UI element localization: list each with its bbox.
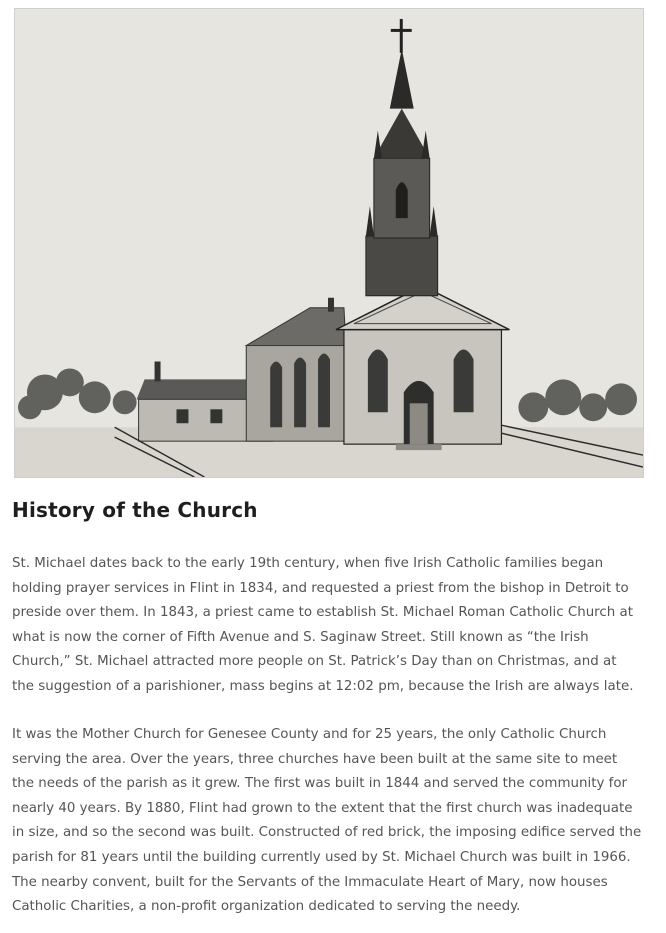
history-paragraph-2: It was the Mother Church for Genesee County and for 25 years, the only Catholic Church serving the area. Over the years, three churches have been built at the same site to meet the needs of the parish as it grew. The first was built in 1844 and served the community for nearly 40 years. By 1880, Flint had grown to the extent that the first church was inadequate in size, and so the second was built. Constructed of red brick, the imposing edifice served the parish for 81 years until the building currently used by St. Michael Church was built in 1966. The nearby convent, built for the Servants of the Immaculate Heart of Mary, now houses Catholic Charities, a non-profit organization dedicated to serving the needy.: [12, 727, 642, 915]
church-drawing-svg: [15, 9, 643, 477]
church-illustration: [14, 8, 644, 478]
page-title: History of the Church: [12, 498, 258, 522]
history-paragraph-1: St. Michael dates back to the early 19th century, when five Irish Catholic families began holding prayer services in Flint in 1834, and requested a priest from the bishop in Detroit to preside over them. In 1843, a priest came to establish St. Michael Roman Catholic Church at what is now the corner of Fifth Avenue and S. Saginaw Street. Still known as “the Irish Church,” St. Michael attracted more people on St. Patrick’s Day than on Christmas, and at the suggestion of a parishioner, mass begins at 12:02 pm, because the Irish are always late.: [12, 556, 634, 694]
